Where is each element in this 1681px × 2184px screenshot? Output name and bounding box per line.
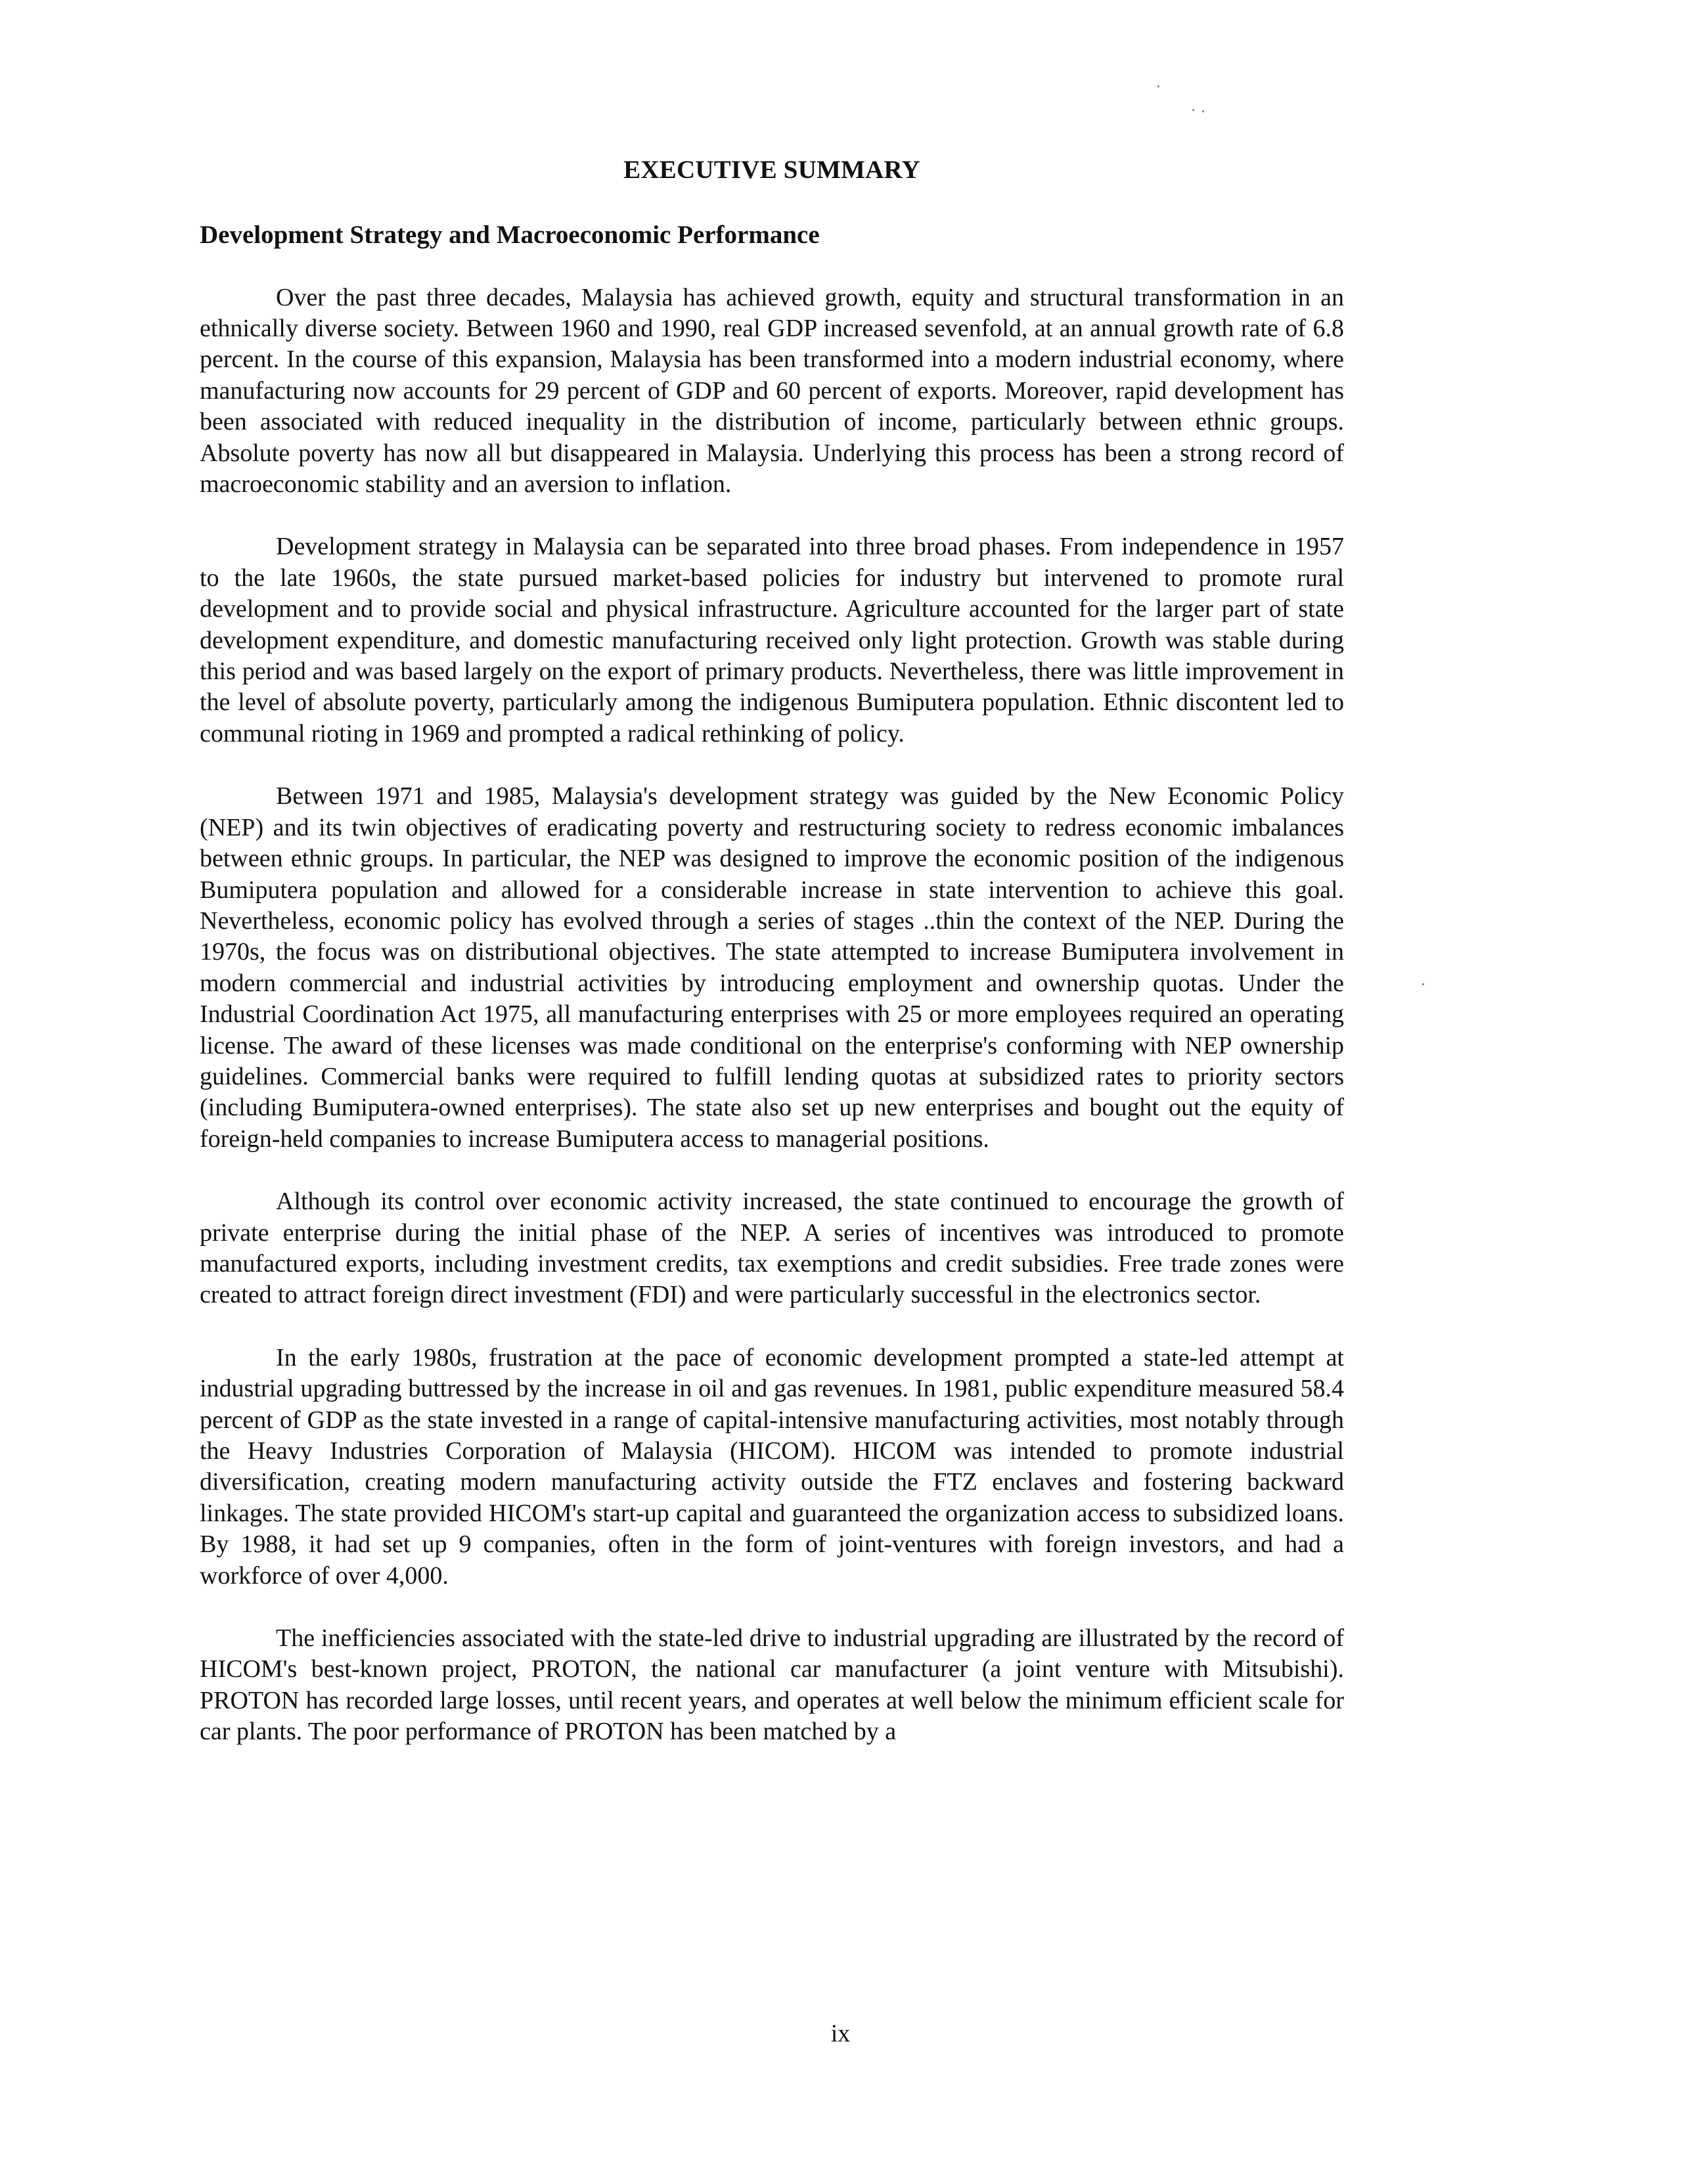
paragraph: The inefficiencies associated with the state-led drive to industrial upgrading are illustrated by the record of HICOM's best-known project, PROTON, the national car manufacturer (a joint venture with Mitsubishi). PROTON has recorded large losses, until recent years, and operates at well below the minimum efficient scale for car plants. The poor performance of PROTON has been matched by a [200,1624,1344,1746]
section-heading: Development Strategy and Macroeconomic Performance [200,220,820,249]
paragraph: Between 1971 and 1985, Malaysia's development strategy was guided by the New Economic Policy (NEP) and its twin objectives of eradicating poverty and restructuring society to redress economic imbalances between ethnic groups. In particular, the NEP was designed to improve the economic position of the indigenous Bumiputera population and allowed for a considerable increase in state intervention to achieve this goal. Nevertheless, economic policy has evolved through a series of stages ..thin the context of the NEP. During the 1970s, the focus was on distributional objectives. The state attempted to increase Bumiputera involvement in modern commercial and industrial activities by introducing employment and ownership quotas. Under the Industrial Coordination Act 1975, all manufacturing enterprises with 25 or more employees required an operating license. The award of these licenses was made conditional on the enterprise's conforming with NEP ownership guidelines. Commercial banks were required to fulfill lending quotas at subsidized rates to priority sectors (including Bumiputera-owned enterprises). The state also set up new enterprises and bought out the equity of foreign-held companies to increase Bumiputera access to managerial positions. [200,782,1344,1153]
scan-speck [1202,110,1204,112]
paragraph: Although its control over economic activity increased, the state continued to encourage the growth of private enterprise during the initial phase of the NEP. A series of incentives was introduced to promote manufactured exports, including investment credits, tax exemptions and credit subsidies. Free trade zones were created to attract foreign direct investment (FDI) and were particularly successful in the electronics sector. [200,1188,1344,1309]
paragraph: In the early 1980s, frustration at the pace of economic development prompted a state-led attempt at industrial upgrading buttressed by the increase in oil and gas revenues. In 1981, public expenditure measured 58.4 percent of GDP as the state invested in a range of capital-intensive manufacturing activities, most notably through the Heavy Industries Corporation of Malaysia (HICOM). HICOM was intended to promote industrial diversification, creating modern manufacturing activity outside the FTZ enclaves and fostering backward linkages. The state provided HICOM's start-up capital and guaranteed the organization access to subsidized loans. By 1988, it had set up 9 companies, often in the form of joint-ventures with foreign investors, and had a workforce of over 4,000. [200,1343,1344,1590]
page-content [200,155,1344,1779]
paragraph: Over the past three decades, Malaysia has achieved growth, equity and structural transformation in an ethnically diverse society. Between 1960 and 1990, real GDP increased sevenfold, at an annual growth rate of 6.8 percent. In the course of this expansion, Malaysia has been transformed into a modern industrial economy, where manufacturing now accounts for 29 percent of GDP and 60 percent of exports. Moreover, rapid development has been associated with reduced inequality in the distribution of income, particularly between ethnic groups. Absolute poverty has now all but disappeared in Malaysia. Underlying this process has been a strong record of macroeconomic stability and an aversion to inflation. [200,283,1344,499]
page-number: ix [830,2020,851,2047]
page-title: EXECUTIVE SUMMARY [623,156,920,184]
scan-speck [1422,983,1424,985]
scan-speck [1192,109,1194,111]
paragraph: Development strategy in Malaysia can be separated into three broad phases. From independence in 1957 to the late 1960s, the state pursued market-based policies for industry but intervened to promote rural development and to provide social and physical infrastructure. Agriculture accounted for the larger part of state development expenditure, and domestic manufacturing received only light protection. Growth was stable during this period and was based largely on the export of primary products. Nevertheless, there was little improvement in the level of absolute poverty, particularly among the indigenous Bumiputera population. Ethnic discontent led to communal rioting in 1969 and prompted a radical rethinking of policy. [200,533,1344,747]
scan-speck [1157,85,1159,87]
